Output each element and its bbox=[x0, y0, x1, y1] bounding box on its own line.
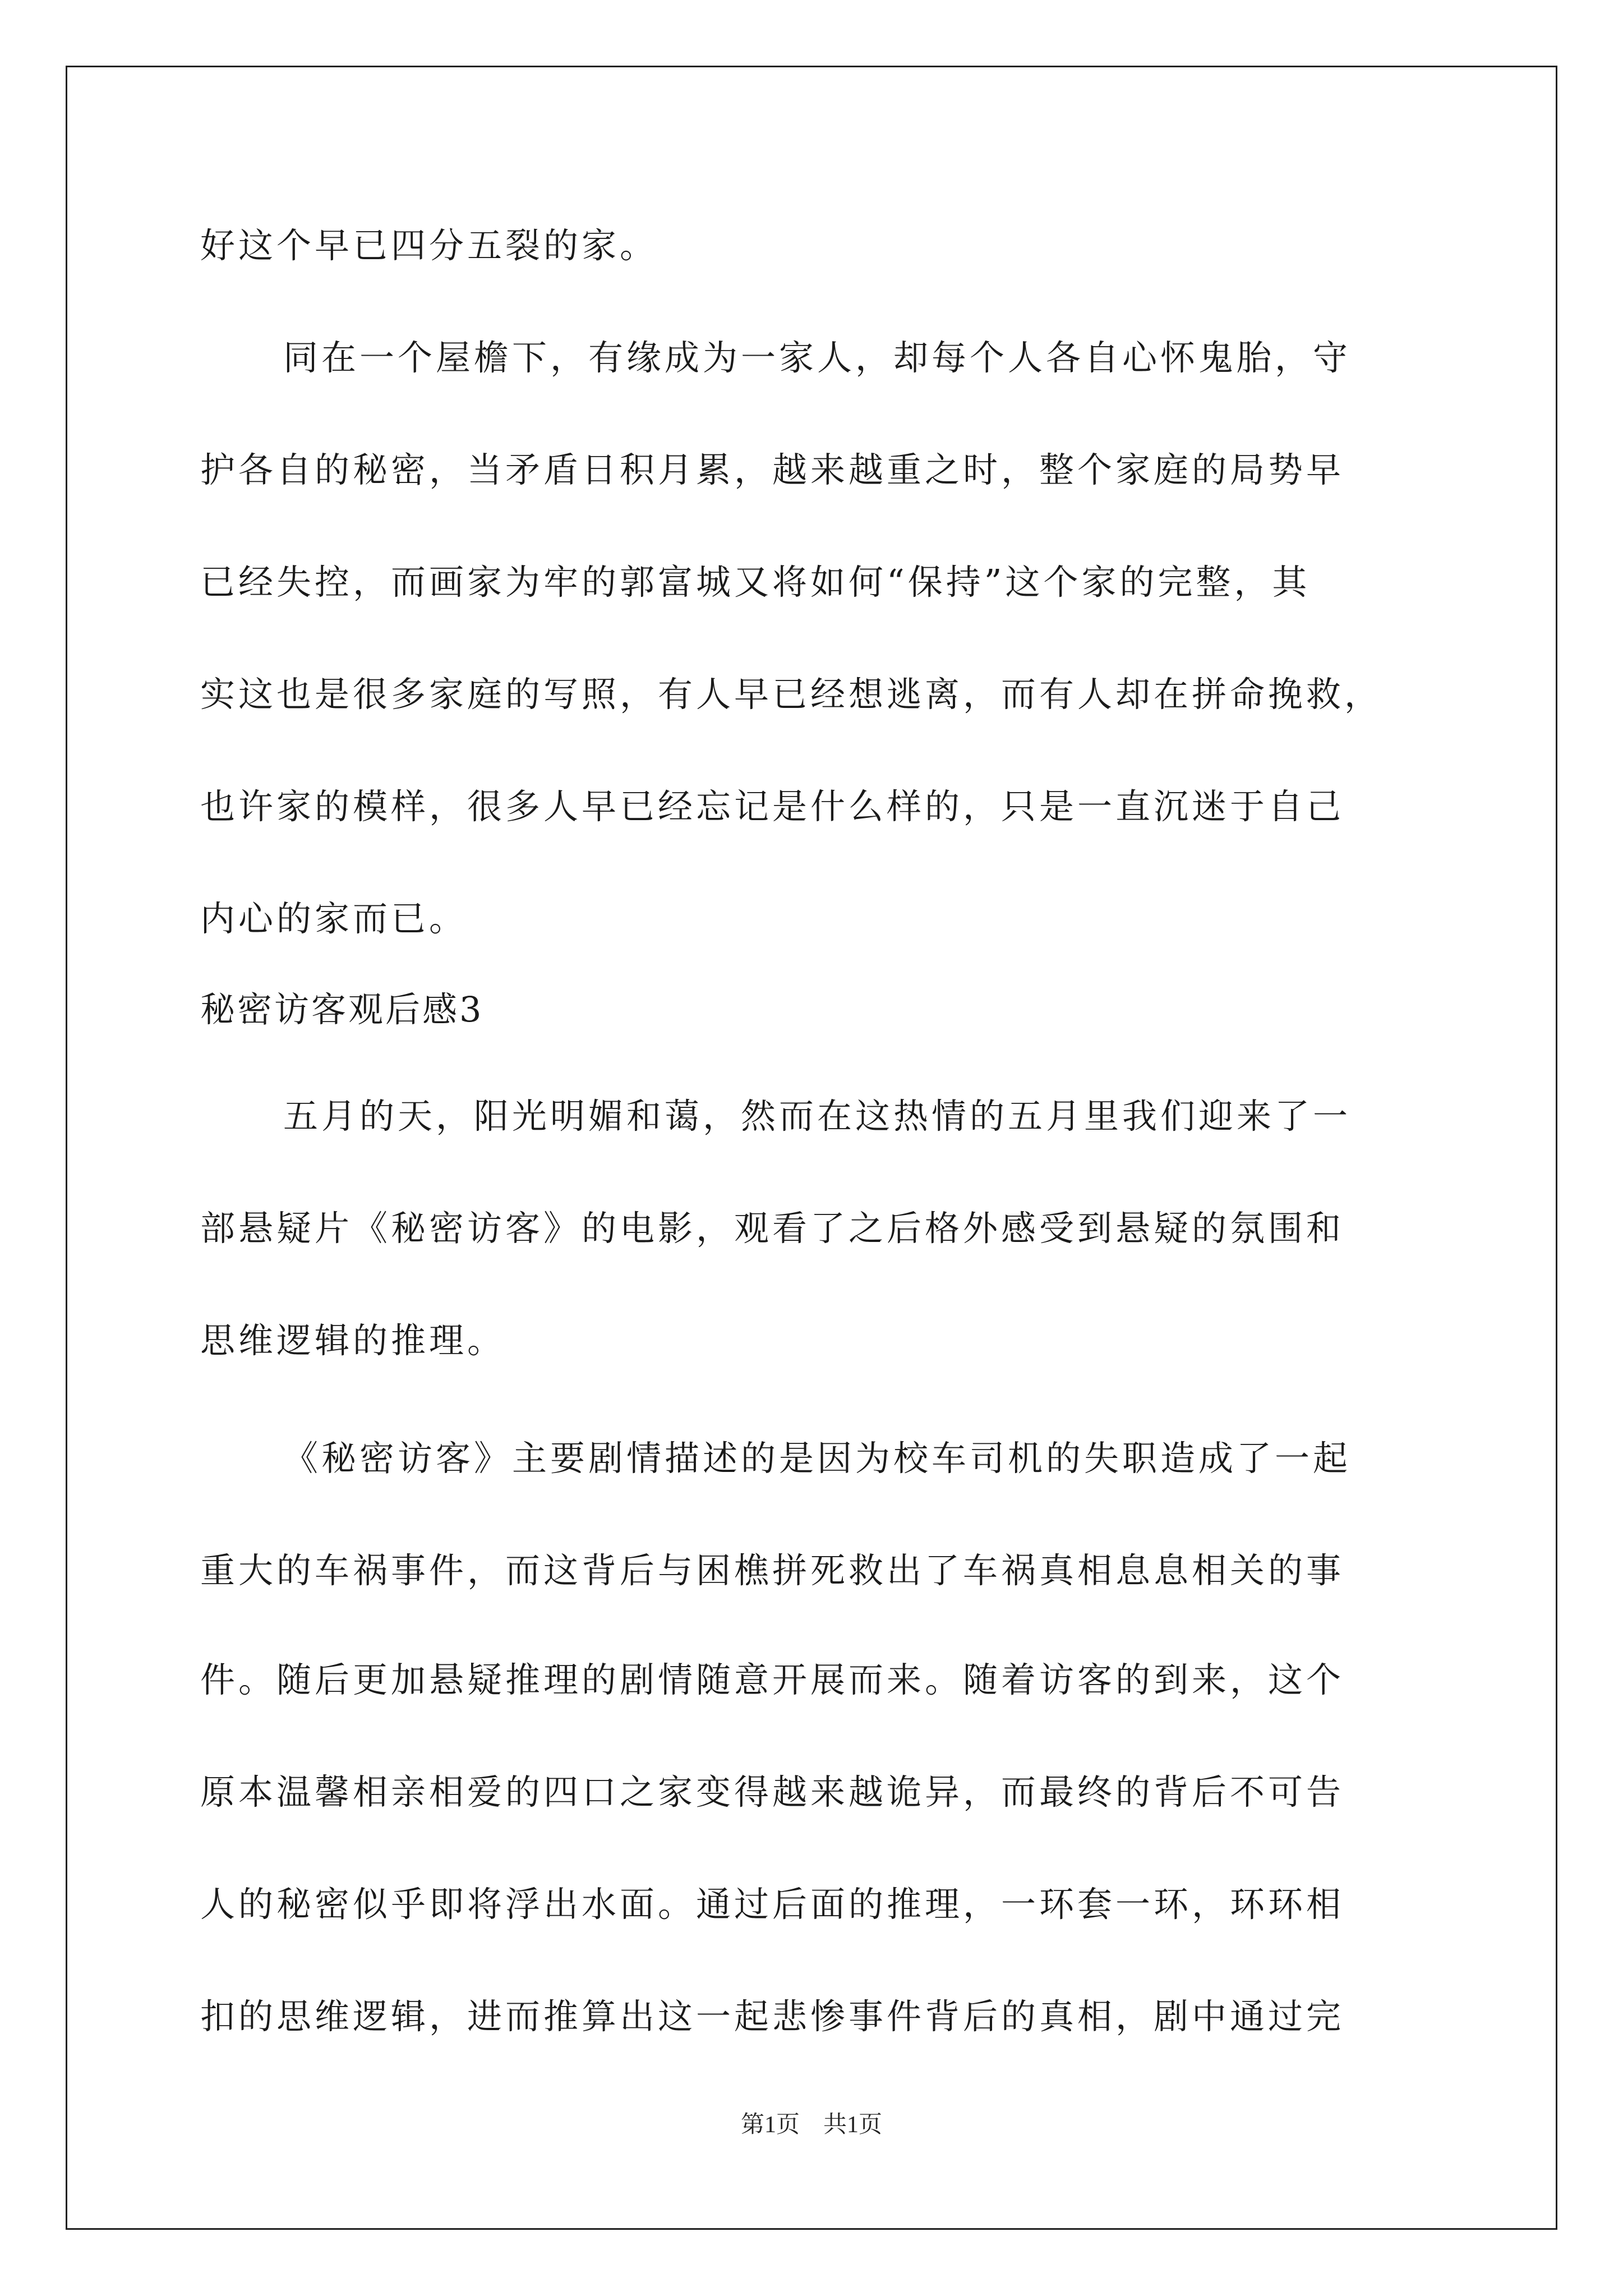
paragraph-line: 护各自的秘密，当矛盾日积月累，越来越重之时，整个家庭的局势早 bbox=[200, 449, 1345, 490]
paragraph-line: 已经失控，而画家为牢的郭富城又将如何“保持”这个家的完整，其 bbox=[200, 562, 1311, 602]
page-number-footer: 第1页 共1页 bbox=[740, 2112, 882, 2138]
paragraph-line: 重大的车祸事件，而这背后与困樵拼死救出了车祸真相息息相关的事 bbox=[200, 1550, 1345, 1591]
paragraph-line: 原本温馨相亲相爱的四口之家变得越来越诡异，而最终的背后不可告 bbox=[200, 1772, 1345, 1812]
paragraph-line: 内心的家而已。 bbox=[200, 898, 468, 939]
paragraph-line: 件。随后更加悬疑推理的剧情随意开展而来。随着访客的到来，这个 bbox=[200, 1659, 1345, 1700]
section-heading: 秘密访客观后感3 bbox=[200, 989, 484, 1030]
paragraph-line: 人的秘密似乎即将浮出水面。通过后面的推理，一环套一环，环环相 bbox=[200, 1884, 1345, 1925]
paragraph-line: 思维逻辑的推理。 bbox=[200, 1320, 506, 1361]
paragraph-line: 《秘密访客》主要剧情描述的是因为校车司机的失职造成了一起 bbox=[283, 1438, 1352, 1479]
paragraph-line: 也许家的模样，很多人早已经忘记是什么样的，只是一直沉迷于自己 bbox=[200, 786, 1345, 827]
paragraph-line: 部悬疑片《秘密访客》的电影，观看了之后格外感受到悬疑的氛围和 bbox=[200, 1208, 1345, 1249]
paragraph-line: 扣的思维逻辑，进而推算出这一起悲惨事件背后的真相，剧中通过完 bbox=[200, 1996, 1345, 2037]
paragraph-line: 实这也是很多家庭的写照，有人早已经想逃离，而有人却在拼命挽救， bbox=[200, 674, 1383, 715]
paragraph-line: 五月的天，阳光明媚和蔼，然而在这热情的五月里我们迎来了一 bbox=[283, 1096, 1352, 1137]
paragraph-line: 好这个早已四分五裂的家。 bbox=[200, 225, 658, 266]
paragraph-line: 同在一个屋檐下，有缘成为一家人，却每个人各自心怀鬼胎，守 bbox=[283, 337, 1352, 378]
